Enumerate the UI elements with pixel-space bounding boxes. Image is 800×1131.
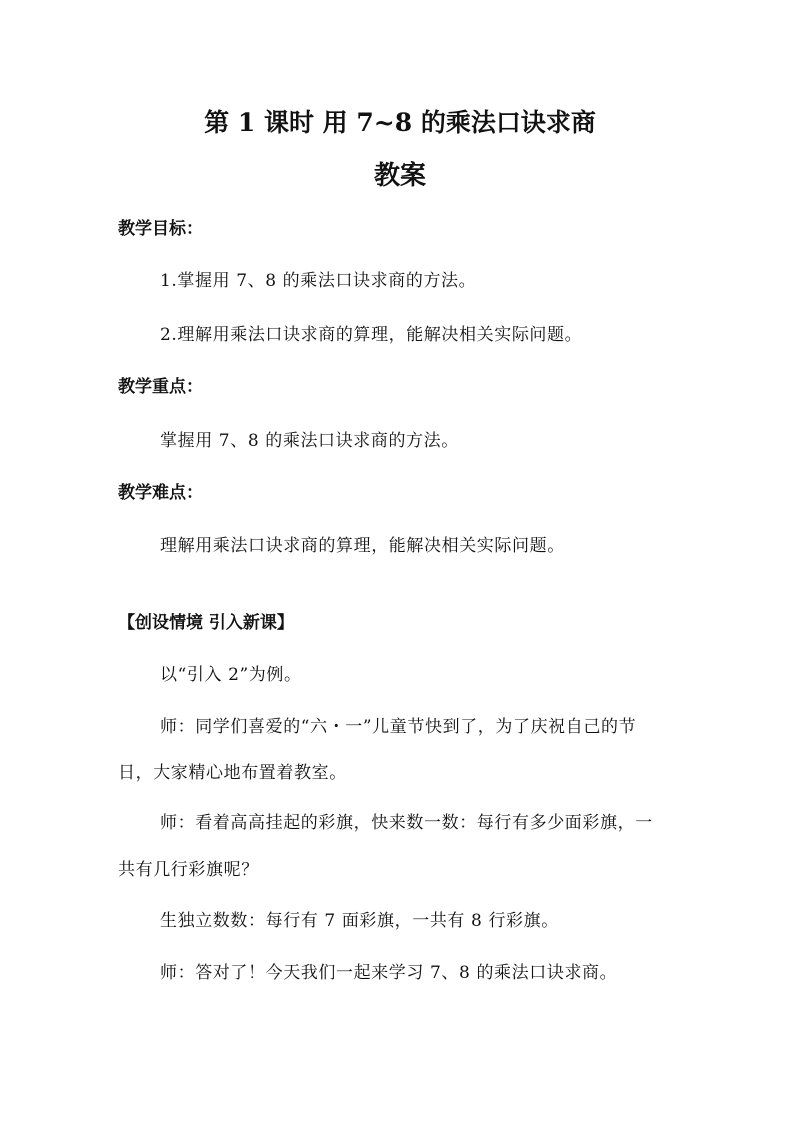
paragraph-1: 以“引入 2”为例。 [160,665,302,685]
paragraph-2-line-2: 日，大家精心地布置着教室。 [118,763,347,783]
objectives-heading: 教学目标： [118,219,203,239]
paragraph-4: 生独立数数：每行有 7 面彩旗，一共有 8 行彩旗。 [160,911,559,931]
section-heading: 【创设情境 引入新课】 [118,613,294,633]
paragraph-3-line-2: 共有几行彩旗呢？ [118,860,259,880]
objective-item-2: 2.理解用乘法口诀求商的算理，能解决相关实际问题。 [160,325,583,345]
paragraph-5: 师：答对了！今天我们一起来学习 7、8 的乘法口诀求商。 [160,963,618,983]
paragraph-2-line-1: 师：同学们喜爱的“六・一”儿童节快到了，为了庆祝自己的节 [160,717,637,737]
key-point-text: 掌握用 7、8 的乘法口诀求商的方法。 [160,431,459,451]
paragraph-3-line-1: 师：看着高高挂起的彩旗，快来数一数：每行有多少面彩旗，一 [160,813,653,833]
page-title: 第 1 课时 用 7~8 的乘法口诀求商 [204,108,596,137]
page-subtitle: 教案 [373,161,426,191]
difficulty-heading: 教学难点： [118,483,203,503]
difficulty-text: 理解用乘法口诀求商的算理，能解决相关实际问题。 [160,536,565,556]
objective-item-1: 1.掌握用 7、8 的乘法口诀求商的方法。 [160,271,477,291]
key-point-heading: 教学重点： [118,377,203,397]
